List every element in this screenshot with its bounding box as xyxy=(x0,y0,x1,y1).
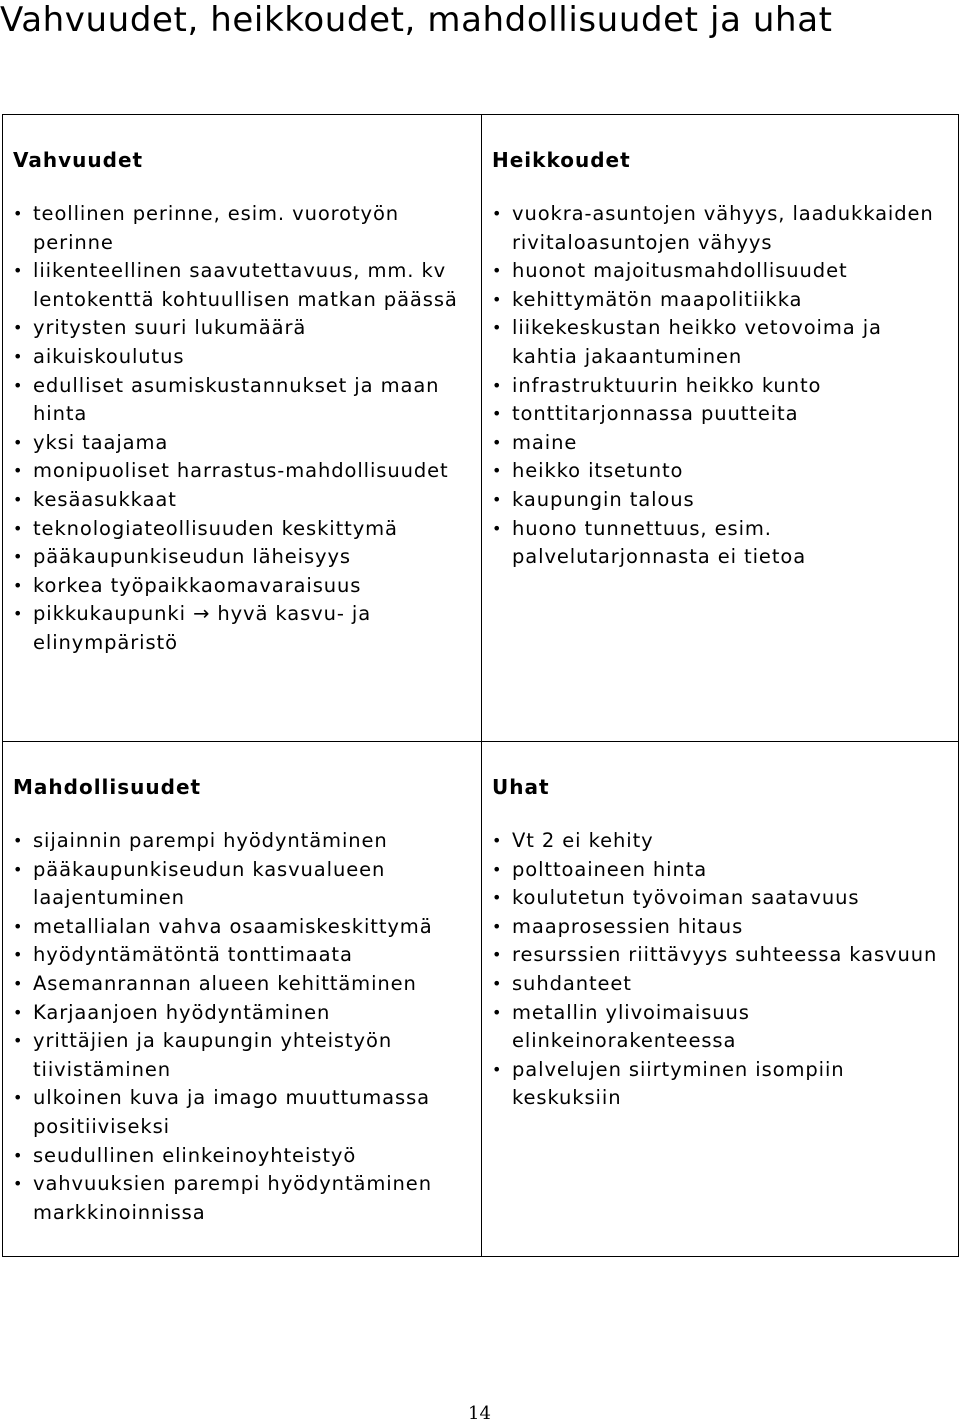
threats-list xyxy=(492,827,950,1113)
list-item: • Vt 2 ei kehity xyxy=(492,827,950,856)
swot-table xyxy=(2,114,959,1257)
list-item: • vahvuuksien parempi hyödyntäminen markkinoinnissa xyxy=(13,1170,473,1227)
strengths-cell xyxy=(3,115,482,742)
list-item: • suhdanteet xyxy=(492,970,950,999)
list-item: • palvelujen siirtyminen isompiin keskuksiin xyxy=(492,1056,950,1113)
threats-cell xyxy=(482,742,959,1257)
weaknesses-heading: Heikkoudet xyxy=(492,148,631,172)
page-number: 14 xyxy=(468,1403,491,1424)
list-item: • tonttitarjonnassa puutteita xyxy=(492,400,950,429)
list-item: • kaupungin talous xyxy=(492,486,950,515)
list-item: • vuokra-asuntojen vähyys, laadukkaiden rivitaloasuntojen vähyys xyxy=(492,200,950,257)
opportunities-heading: Mahdollisuudet xyxy=(13,775,202,799)
list-item: • yrittäjien ja kaupungin yhteistyön tiivistäminen xyxy=(13,1027,473,1084)
list-item: • pääkaupunkiseudun läheisyys xyxy=(13,543,473,572)
list-item: • hyödyntämätöntä tonttimaata xyxy=(13,941,473,970)
list-item: • maaprosessien hitaus xyxy=(492,913,950,942)
list-item: • maine xyxy=(492,429,950,458)
list-item: • polttoaineen hinta xyxy=(492,856,950,885)
page-title: Vahvuudet, heikkoudet, mahdollisuudet ja uhat xyxy=(0,0,833,40)
list-item: • seudullinen elinkeinoyhteistyö xyxy=(13,1142,473,1171)
threats-heading: Uhat xyxy=(492,775,550,799)
list-item: • kesäasukkaat xyxy=(13,486,473,515)
list-item: • pääkaupunkiseudun kasvualueen laajentuminen xyxy=(13,856,473,913)
list-item: • liikenteellinen saavutettavuus, mm. kv lentokenttä kohtuullisen matkan päässä xyxy=(13,257,473,314)
list-item: • metallialan vahva osaamiskeskittymä xyxy=(13,913,473,942)
strengths-heading: Vahvuudet xyxy=(13,148,144,172)
list-item: • monipuoliset harrastus-mahdollisuudet xyxy=(13,457,473,486)
weaknesses-list xyxy=(492,200,950,572)
list-item: • infrastruktuurin heikko kunto xyxy=(492,372,950,401)
list-item: • sijainnin parempi hyödyntäminen xyxy=(13,827,473,856)
list-item: • huono tunnettuus, esim. palvelutarjonnasta ei tietoa xyxy=(492,515,950,572)
list-item: • resurssien riittävyys suhteessa kasvuun xyxy=(492,941,950,970)
list-item: • teollinen perinne, esim. vuorotyön perinne xyxy=(13,200,473,257)
list-item: • pikkukaupunki → hyvä kasvu- ja elinympäristö xyxy=(13,600,473,657)
list-item: • teknologiateollisuuden keskittymä xyxy=(13,515,473,544)
list-item: • Asemanrannan alueen kehittäminen xyxy=(13,970,473,999)
list-item: • yritysten suuri lukumäärä xyxy=(13,314,473,343)
list-item: • kehittymätön maapolitiikka xyxy=(492,286,950,315)
list-item: • yksi taajama xyxy=(13,429,473,458)
list-item: • ulkoinen kuva ja imago muuttumassa positiiviseksi xyxy=(13,1084,473,1141)
list-item: • metallin ylivoimaisuus elinkeinorakenteessa xyxy=(492,999,950,1056)
list-item: • heikko itsetunto xyxy=(492,457,950,486)
list-item: • liikekeskustan heikko vetovoima ja kahtia jakaantuminen xyxy=(492,314,950,371)
list-item: • huonot majoitusmahdollisuudet xyxy=(492,257,950,286)
list-item: • edulliset asumiskustannukset ja maan hinta xyxy=(13,372,473,429)
strengths-list xyxy=(13,200,473,658)
opportunities-list xyxy=(13,827,473,1227)
list-item: • koulutetun työvoiman saatavuus xyxy=(492,884,950,913)
list-item: • aikuiskoulutus xyxy=(13,343,473,372)
list-item: • Karjaanjoen hyödyntäminen xyxy=(13,999,473,1028)
list-item: • korkea työpaikkaomavaraisuus xyxy=(13,572,473,601)
weaknesses-cell xyxy=(482,115,959,742)
opportunities-cell xyxy=(3,742,482,1257)
